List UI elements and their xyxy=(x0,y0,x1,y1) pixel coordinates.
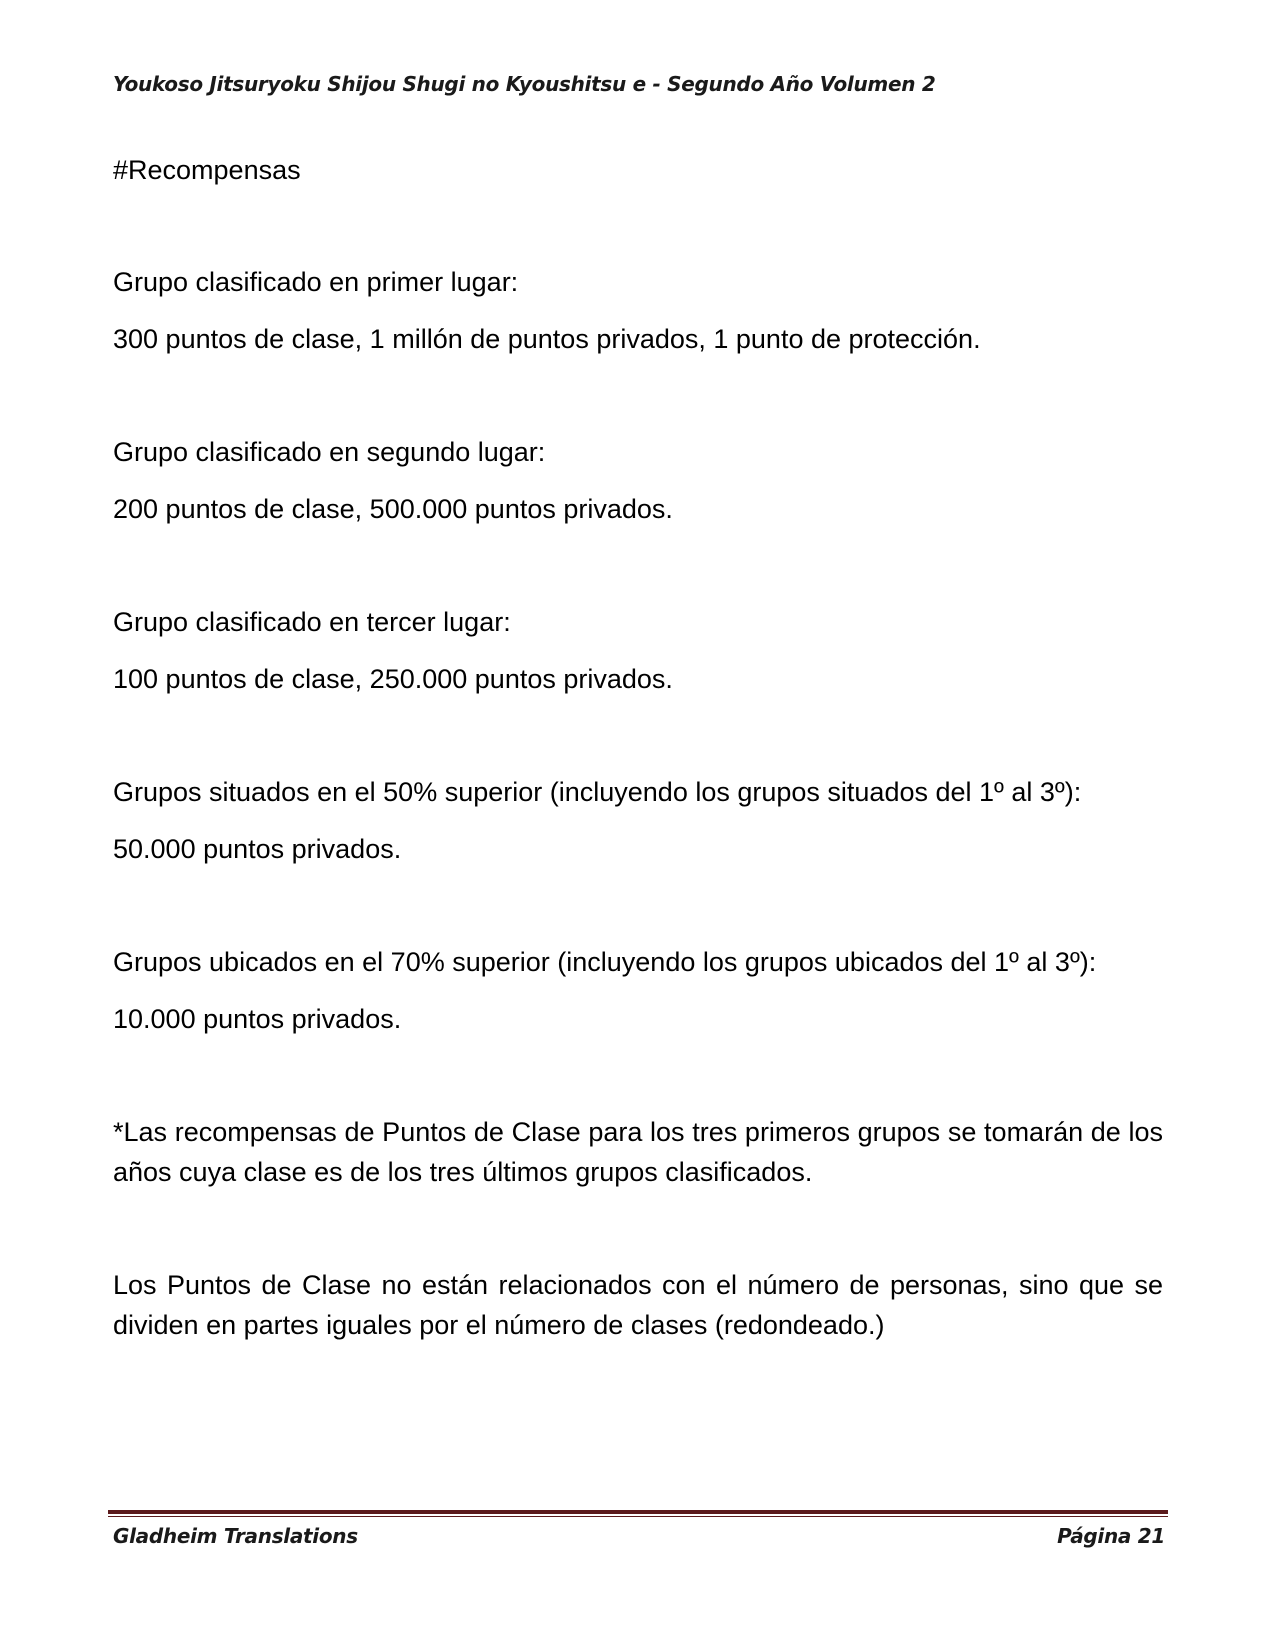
page-number: Página 21 xyxy=(1057,1524,1165,1548)
top50-reward: 50.000 puntos privados. xyxy=(113,834,402,864)
top70-label: Grupos ubicados en el 70% superior (incluyendo los grupos ubicados del 1º al 3º): xyxy=(113,947,1097,977)
third-place-reward: 100 puntos de clase, 250.000 puntos privados. xyxy=(113,664,673,694)
first-place-label: Grupo clasificado en primer lugar: xyxy=(113,267,519,297)
running-header: Youkoso Jitsuryoku Shijou Shugi no Kyoushitsu e - Segundo Año Volumen 2 xyxy=(113,72,936,96)
second-place-label: Grupo clasificado en segundo lugar: xyxy=(113,437,546,467)
footer-rule xyxy=(108,1510,1168,1517)
section-heading: #Recompensas xyxy=(113,155,301,185)
second-place-reward: 200 puntos de clase, 500.000 puntos privados. xyxy=(113,494,673,524)
rewards-note: *Las recompensas de Puntos de Clase para los tres primeros grupos se tomarán de los años cuya clase es de los tres últimos grupos clasificados. xyxy=(113,1117,1163,1187)
footer-credit: Gladheim Translations xyxy=(113,1524,358,1548)
first-place-reward: 300 puntos de clase, 1 millón de puntos privados, 1 punto de protección. xyxy=(113,324,981,354)
third-place-label: Grupo clasificado en tercer lugar: xyxy=(113,607,511,637)
top70-reward: 10.000 puntos privados. xyxy=(113,1004,402,1034)
division-note: Los Puntos de Clase no están relacionados con el número de personas, sino que se dividen en partes iguales por el número de clases (redondeado.) xyxy=(113,1270,1163,1340)
top50-label: Grupos situados en el 50% superior (incluyendo los grupos situados del 1º al 3º): xyxy=(113,777,1082,807)
page-body xyxy=(113,150,1163,1345)
